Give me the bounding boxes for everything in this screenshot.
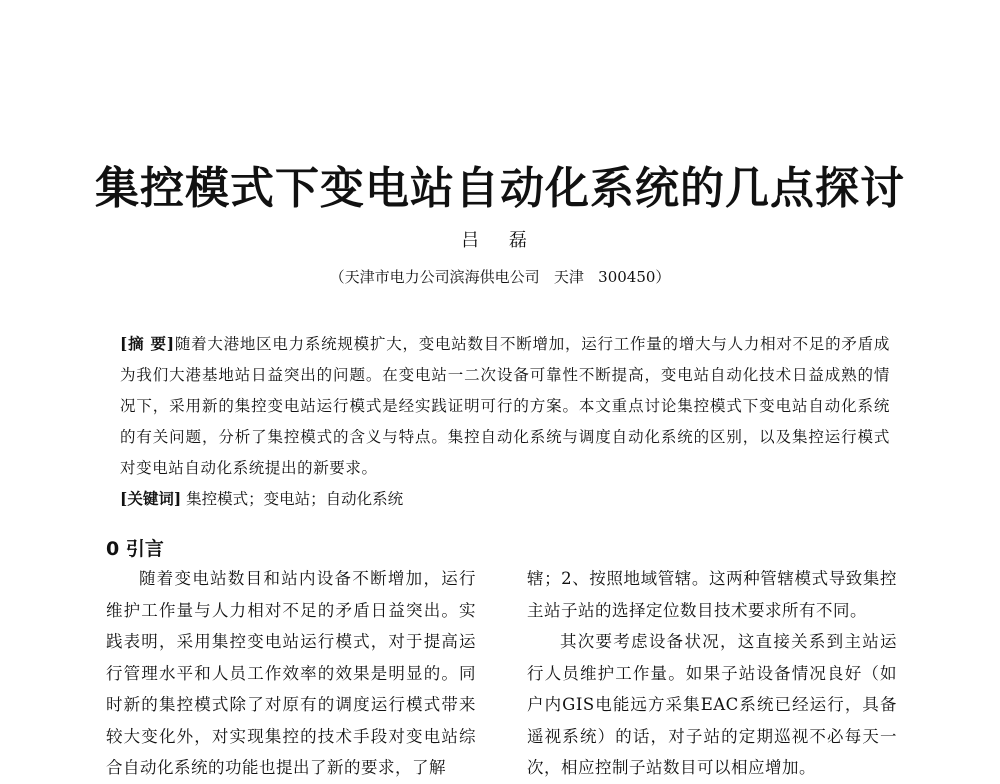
author-affiliation: （天津市电力公司滨海供电公司 天津 300450） (329, 268, 671, 286)
body-paragraph: 辖；2、按照地域管辖。这两种管辖模式导致集控主站子站的选择定位数目技术要求所有不同。 (527, 569, 897, 620)
left-column (106, 563, 476, 784)
body-paragraph: 其次要考虑设备状况，这直接关系到主站运行人员维护工作量。如果子站设备情况良好（如户内GIS电能远方采集EAC系统已经运行，具备遥视系统）的话，对子站的定期巡视不必每天一次，相应控制子站数目可以相应增加。 (527, 632, 897, 777)
keywords-text: 集控模式；变电站；自动化系统 (186, 490, 404, 508)
abstract-label: [摘 要] (120, 334, 175, 353)
body-paragraph: 随着变电站数目和站内设备不断增加，运行维护工作量与人力相对不足的矛盾日益突出。实践表明，采用集控变电站运行模式，对于提高运行管理水平和人员工作效率的效果是明显的。同时新的集控模式除了对原有的调度运行模式带来较大变化外，对实现集控的技术手段对变电站综合自动化系统的功能也提出了新的要求，了解 (106, 569, 476, 777)
abstract (120, 328, 890, 484)
author-name: 吕 磊 (461, 230, 539, 251)
abstract-text: 随着大港地区电力系统规模扩大，变电站数目不断增加，运行工作量的增大与人力相对不足的矛盾成为我们大港基地站日益突出的问题。在变电站一二次设备可靠性不断提高，变电站自动化技术日益成熟的情况下，采用新的集控变电站运行模式是经实践证明可行的方案。本文重点讨论集控模式下变电站自动化系统的有关问题，分析了集控模式的含义与特点。集控自动化系统与调度自动化系统的区别，以及集控运行模式对变电站自动化系统提出的新要求。 (120, 335, 890, 477)
keywords-label: [关键词] (120, 489, 182, 508)
section-heading-introduction: 0 引言 (106, 538, 164, 560)
paper-title: 集控模式下变电站自动化系统的几点探讨 (95, 163, 905, 214)
right-column (527, 563, 897, 784)
keywords (120, 485, 890, 513)
